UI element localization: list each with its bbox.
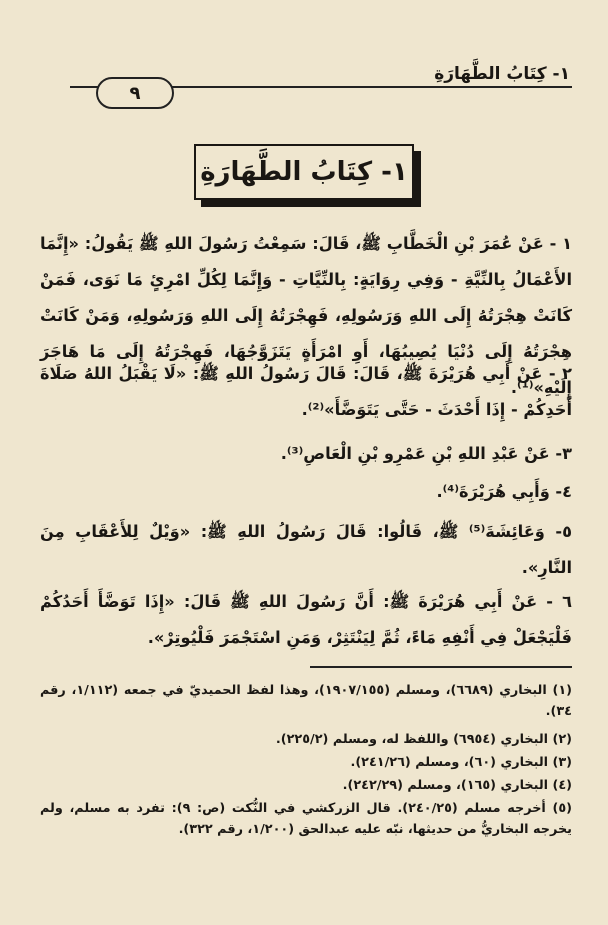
hadith-3: ٣- عَنْ عَبْدِ اللهِ بْنِ عَمْرِو بْنِ الْعَاصِ⁽³⁾. xyxy=(280,444,572,463)
hadith-2: ٢ - عَنْ أَبِي هُرَيْرَةَ ﷺ، قَالَ: قَالَ رَسُولُ اللهِ ﷺ: «لَا يَقْبَلُ اللهُ صَلَاةَ أَحَدِكُمْ - إِذَا أَحْدَثَ - حَتَّى يَتَوَضَّأَ»⁽²⁾. xyxy=(40,364,572,419)
footnote-5: (٥) أخرجه مسلم (٢٤٠/٢٥). قال الزركشي في النُّكت (ص: ٩): تفرد به مسلم، ولم يخرجه البخاريُّ من حديثها، نبّه عليه عبدالحق (١/٢٠٠، رقم ٣٢٢). xyxy=(40,801,572,837)
footnote-4: (٤) البخاري (١٦٥)، ومسلم (٢٤٢/٢٩). xyxy=(342,778,572,793)
hadith-1: ١ - عَنْ عُمَرَ بْنِ الْخَطَّابِ ﷺ، قَالَ: سَمِعْتُ رَسُولَ اللهِ ﷺ يَقُولُ: «إِنَّمَا الأَعْمَالُ بِالنِّيَّةِ - وَفِي رِوَايَةٍ: بِالنِّيَّاتِ - وَإِنَّمَا لِكُلِّ امْرِئٍ مَا نَوَى، فَمَنْ كَانَتْ هِجْرَتُهُ إِلَى اللهِ وَرَسُولِهِ، فَهِجْرَتُهُ إِلَى اللهِ وَرَسُولِهِ، وَمَنْ كَانَتْ هِجْرَتُهُ إِلَى دُنْيَا يُصِيبُهَا، أَوِ امْرَأَةٍ يَتَزَوَّجُهَا، فَهِجْرَتُهُ إِلَى مَا هَاجَرَ إِلَيْهِ»⁽¹⁾. xyxy=(40,234,572,397)
page-number: ٩ xyxy=(96,77,174,109)
footnote-separator xyxy=(310,666,572,668)
hadith-5: ٥- وَعَائِشَةَ⁽⁵⁾ ﷺ، قَالُوا: قَالَ رَسُولُ اللهِ ﷺ: «وَيْلٌ لِلأَعْقَابِ مِنَ النَّارِ». xyxy=(40,522,572,577)
footnote-1: (١) البخاري (٦٦٨٩)، ومسلم (١٩٠٧/١٥٥)، وهذا لفظ الحميديّ في جمعه (١/١١٢، رقم ٣٤). xyxy=(40,683,572,719)
footnote-2: (٢) البخاري (٦٩٥٤) واللفظ له، ومسلم (٢٢٥/٢). xyxy=(275,732,572,747)
hadith-6: ٦ - عَنْ أَبِي هُرَيْرَةَ ﷺ: أَنَّ رَسُولَ اللهِ ﷺ قَالَ: «إِذَا تَوَضَّأَ أَحَدُكُمْ فَلْيَجْعَلْ فِي أَنْفِهِ مَاءً، ثُمَّ لِيَنْتَثِرْ، وَمَنِ اسْتَجْمَرَ فَلْيُوتِرْ». xyxy=(40,592,572,647)
chapter-title: ١- كِتَابُ الطَّهَارَةِ xyxy=(194,144,414,200)
running-title: ١- كِتَابُ الطَّهَارَةِ xyxy=(434,64,570,84)
footnote-3: (٣) البخاري (٦٠)، ومسلم (٢٤١/٢٦). xyxy=(350,755,572,770)
hadith-4: ٤- وَأَبِي هُرَيْرَةَ⁽⁴⁾. xyxy=(436,482,572,501)
